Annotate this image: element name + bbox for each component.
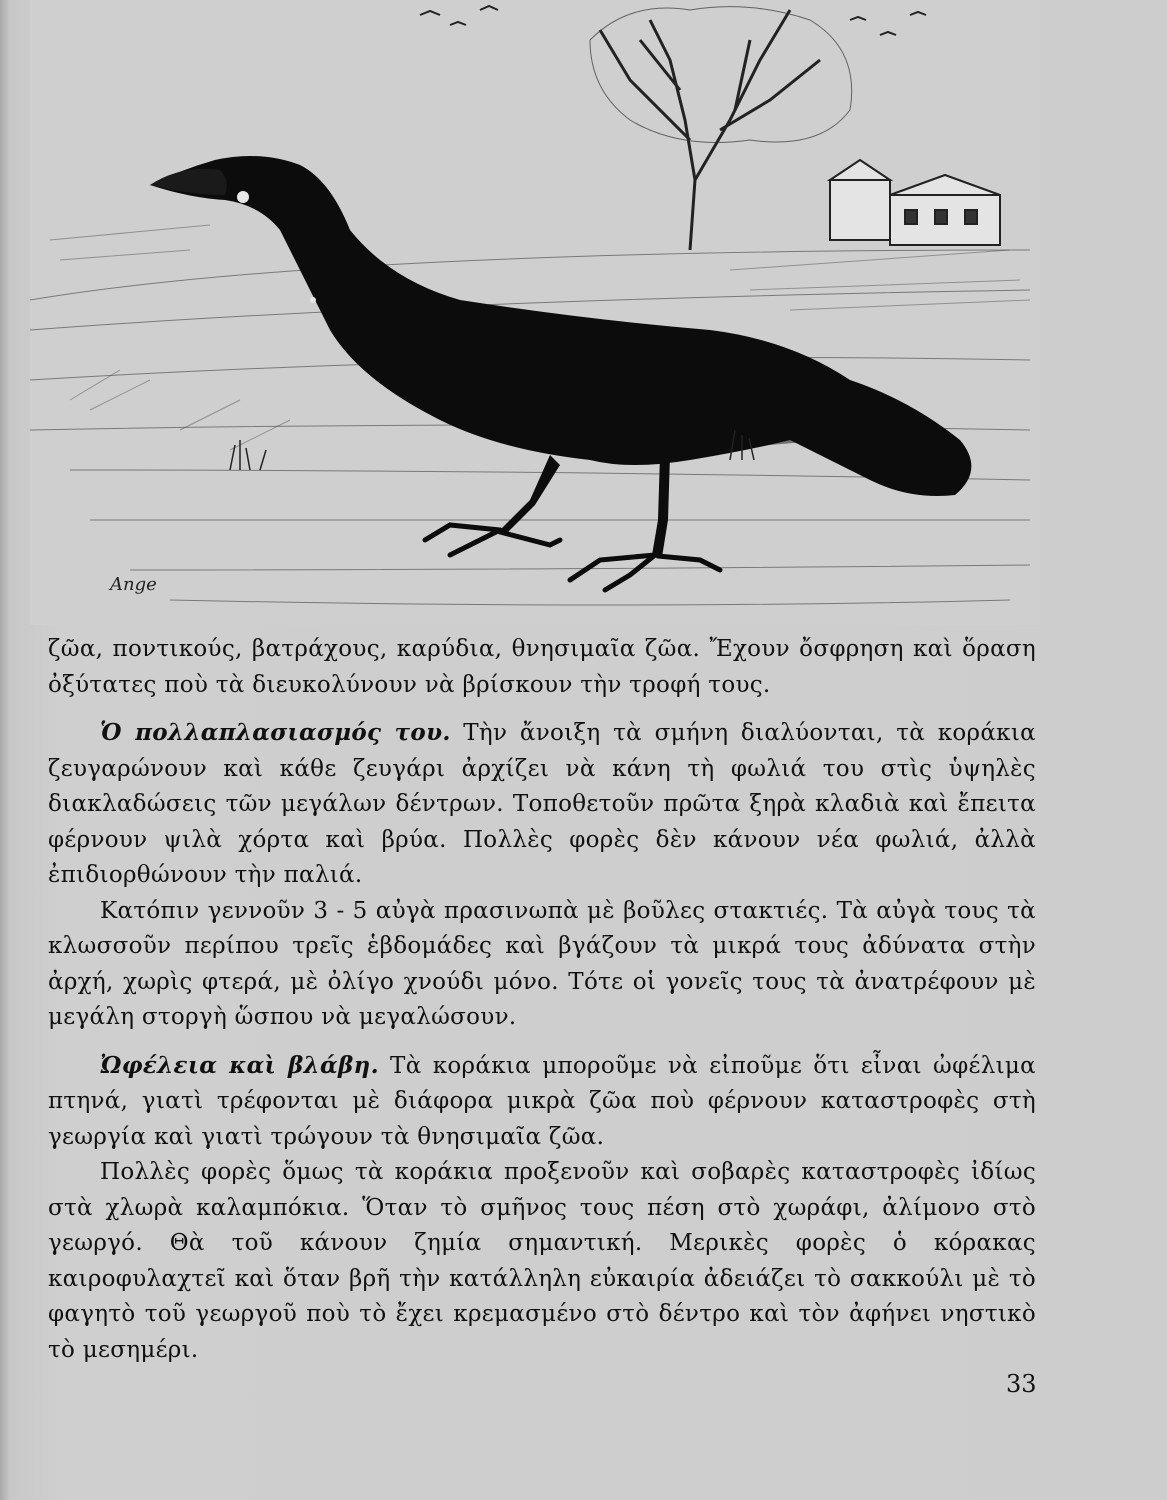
crow-illustration xyxy=(30,0,1040,625)
page-number: 33 xyxy=(1006,1370,1037,1398)
section-heading: Ὁ πολλαπλασιασμός του. xyxy=(100,719,451,746)
paragraph xyxy=(48,715,1036,894)
paragraph xyxy=(48,1048,1036,1156)
paragraph-text: Κατόπιν γεννοῦν 3 - 5 αὐγὰ πρασινωπὰ μὲ βοῦλες στακτιές. Τὰ αὐγὰ τους τὰ κλωσσοῦν περίπου τρεῖς ἑβδομάδες καὶ βγάζουν τὰ μικρά τους ἀδύνατα στὴν ἀρχή, χωρὶς φτερά, μὲ ὀλίγο χνούδι μόνο. Τότε οἱ γονεῖς τους τὰ ἀνατρέφουν μὲ μεγάλη στοργὴ ὥσπου νὰ μεγαλώσουν. xyxy=(48,897,1036,1030)
paragraph-text: Τὴν ἄνοιξη τὰ σμήνη διαλύονται, τὰ κοράκια ζευγαρώνουν καὶ κάθε ζευγάρι ἀρχίζει νὰ κάνη τὴ φωλιά του στὶς ὑψηλὲς διακλαδώσεις τῶν μεγάλων δέντρων. Τοποθετοῦν πρῶτα ξηρὰ κλαδιὰ καὶ ἔπειτα φέρνουν ψιλὰ χόρτα καὶ βρύα. Πολλὲς φορὲς δὲν κάνουν νέα φωλιά, ἀλλὰ ἐπιδιορθώνουν τὴν παλιά. xyxy=(48,720,1037,888)
paragraph xyxy=(48,894,1036,1036)
artist-signature: Ange xyxy=(110,574,157,595)
paragraph-text: Πολλὲς φορὲς ὅμως τὰ κοράκια προξενοῦν καὶ σοβαρὲς καταστροφὲς ἰδίως στὰ χλωρὰ καλαμπόκια. Ὅταν τὸ σμῆνος τους πέση στὸ χωράφι, ἀλίμονο στὸ γεωργό. Θὰ τοῦ κάνουν ζημία σημαντική. Μερικὲς φορὲς ὁ κόρακας καιροφυλαχτεῖ καὶ ὅταν βρῆ τὴν κατάλληλη εὐκαιρία ἀδειάζει τὸ σακκούλι μὲ τὸ φαγητὸ τοῦ γεωργοῦ ποὺ τὸ ἔχει κρεμασμένο στὸ δέντρο καὶ τὸν ἀφήνει νηστικὸ τὸ μεσημέρι. xyxy=(48,1159,1036,1363)
paragraph-text: Τὰ κοράκια μποροῦμε νὰ εἰποῦμε ὅτι εἶναι ὠφέλιμα πτηνά, γιατὶ τρέφονται μὲ διάφορα μικρὰ ζῶα ποὺ φέρνουν καταστροφὲς στὴ γεωργία καὶ γιατὶ τρώγουν τὰ θνησιμαῖα ζῶα. xyxy=(48,1052,1036,1150)
paragraph-text: ζῶα, ποντικούς, βατράχους, καρύδια, θνησιμαῖα ζῶα. Ἔχουν ὄσφρηση καὶ ὅραση ὀξύτατες ποὺ τὰ διευκολύνουν νὰ βρίσκουν τὴν τροφή τους. xyxy=(48,636,1036,698)
body-text xyxy=(48,632,1036,1368)
paragraph xyxy=(48,632,1036,703)
paragraph xyxy=(48,1155,1036,1368)
section-heading: Ὠφέλεια καὶ βλάβη. xyxy=(100,1051,379,1079)
